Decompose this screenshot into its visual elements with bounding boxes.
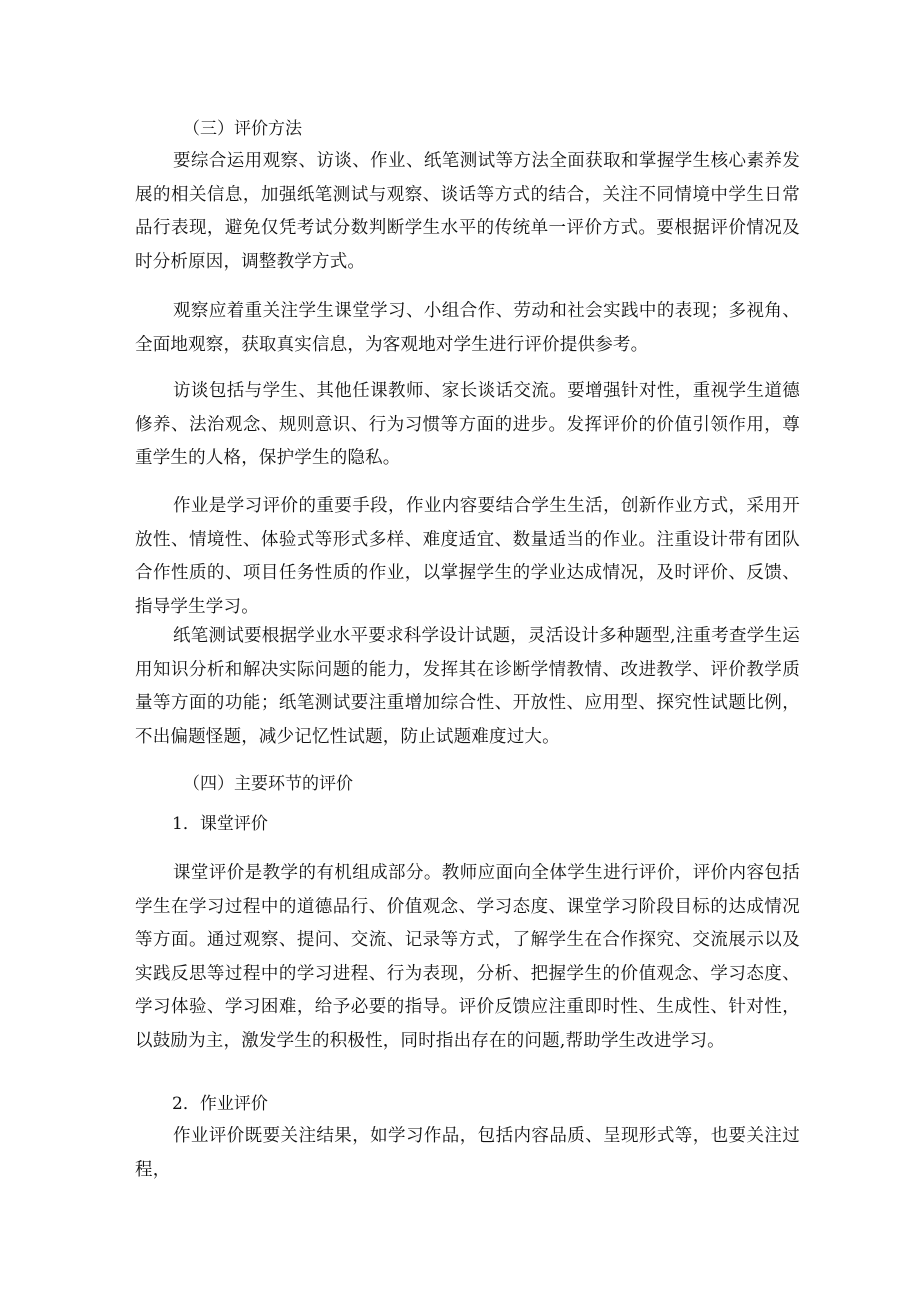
paragraph-interview: 访谈包括与学生、其他任课教师、家长谈话交流。要增强针对性，重视学生道德修养、法治观念、规则意识、行为习惯等方面的进步。发挥评价的价值引领作用，尊重学生的人格，保护学生的隐私。 — [135, 381, 800, 468]
paragraph-methods-overview: 要综合运用观察、访谈、作业、纸笔测试等方法全面获取和掌握学生核心素养发展的相关信息，加强纸笔测试与观察、谈话等方式的结合，关注不同情境中学生日常品行表现，避免仅凭考试分数判断学生水平的传统单一评价方式。要根据评价情况及时分析原因，调整教学方式。 — [135, 151, 800, 272]
subheading-classroom-evaluation: 1．课堂评价 — [172, 814, 268, 834]
section-heading-key-stages: （四）主要环节的评价 — [183, 774, 353, 794]
paragraph-homework: 作业是学习评价的重要手段，作业内容要结合学生生活，创新作业方式，采用开放性、情境性、体验式等形式多样、难度适宜、数量适当的作业。注重设计带有团队合作性质的、项目任务性质的作业，以掌握学生的学业达成情况，及时评价、反馈、指导学生学习。 — [135, 496, 800, 617]
paragraph-classroom-evaluation: 课堂评价是教学的有机组成部分。教师应面向全体学生进行评价，评价内容包括学生在学习过程中的道德品行、价值观念、学习态度、课堂学习阶段目标的达成情况等方面。通过观察、提问、交流、记录等方式，了解学生在合作探究、交流展示以及实践反思等过程中的学习进程、行为表现，分析、把握学生的价值观念、学习态度、学习体验、学习困难，给予必要的指导。评价反馈应注重即时性、生成性、针对性，以鼓励为主，激发学生的积极性，同时指出存在的问题,帮助学生改进学习。 — [135, 863, 800, 1051]
paragraph-observation: 观察应着重关注学生课堂学习、小组合作、劳动和社会实践中的表现；多视角、全面地观察，获取真实信息，为客观地对学生进行评价提供参考。 — [135, 301, 800, 355]
paragraph-homework-evaluation: 作业评价既要关注结果，如学习作品，包括内容品质、呈现形式等，也要关注过程， — [135, 1126, 800, 1180]
subheading-homework-evaluation: 2．作业评价 — [172, 1094, 268, 1114]
section-heading-evaluation-methods: （三）评价方法 — [183, 119, 302, 139]
paragraph-written-test: 纸笔测试要根据学业水平要求科学设计试题，灵活设计多种题型,注重考查学生运用知识分析和解决实际问题的能力，发挥其在诊断学情教情、改进教学、评价教学质量等方面的功能；纸笔测试要注重增加综合性、开放性、应用型、探究性试题比例，不出偏题怪题，减少记忆性试题，防止试题难度过大。 — [135, 626, 800, 747]
